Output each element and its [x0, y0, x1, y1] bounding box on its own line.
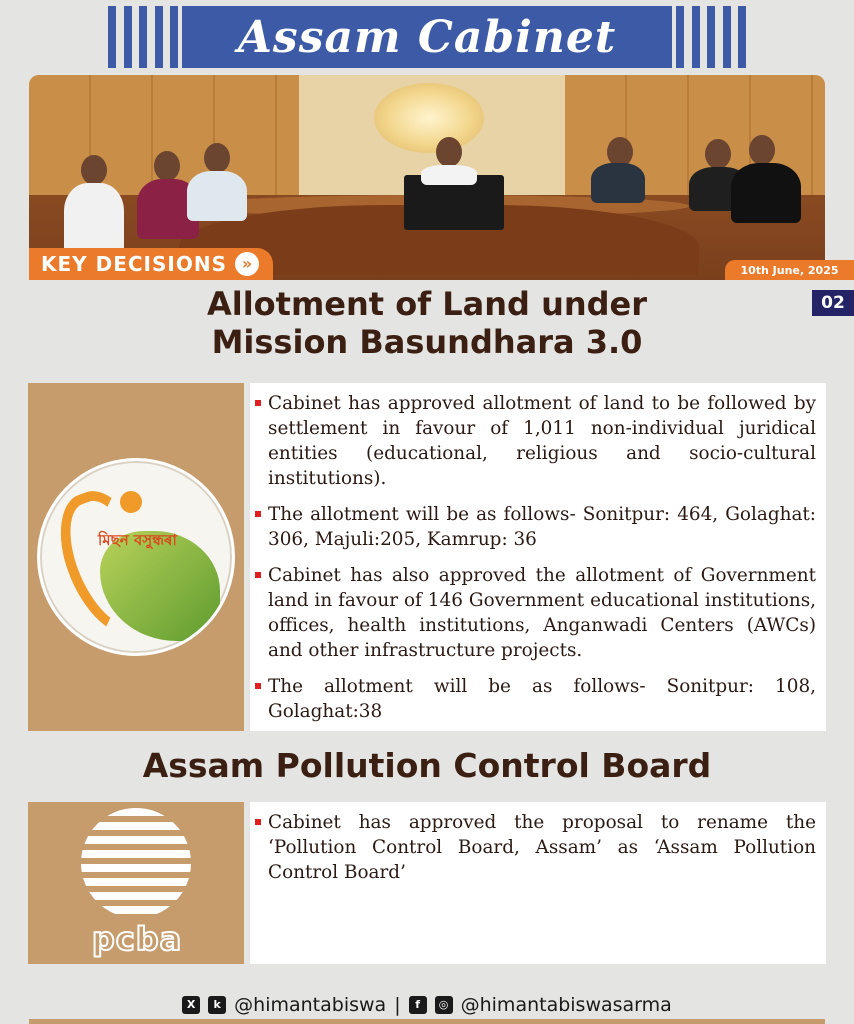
masthead	[108, 6, 746, 68]
footer-separator: |	[394, 994, 401, 1016]
date-tag	[725, 260, 854, 280]
section1-title-line2: Mission Basundhara 3.0	[211, 323, 643, 361]
masthead-stripes-right	[676, 6, 746, 68]
section2-text-panel	[250, 802, 826, 964]
page-number: 02	[812, 290, 854, 316]
bottom-bar	[29, 1019, 825, 1024]
pcba-logo-text: pcba	[91, 920, 183, 958]
double-chevron-right-icon: »	[235, 252, 259, 276]
mission-basundhara-logo	[37, 458, 235, 656]
key-decisions-label: KEY DECISIONS	[41, 252, 227, 276]
social-handle-primary[interactable]: @himantabiswa	[234, 994, 387, 1016]
section1-title-line1: Allotment of Land under	[206, 285, 648, 323]
x-icon[interactable]: X	[182, 996, 200, 1014]
section1-bullet: The allotment will be as follows- Sonitpur: 108, Golaghat:38	[268, 676, 816, 722]
key-decisions-badge	[29, 248, 273, 280]
masthead-title: Assam Cabinet	[237, 11, 617, 63]
section2-bullet: Cabinet has approved the proposal to rename the ‘Pollution Control Board, Assam’ as ‘Assam Pollution Control Board’	[268, 812, 816, 883]
social-handle-secondary[interactable]: @himantabiswasarma	[460, 994, 672, 1016]
section2-title: Assam Pollution Control Board	[142, 746, 712, 785]
meeting-date: 10th June, 2025	[740, 263, 839, 277]
section1-bullet: Cabinet has approved allotment of land to be followed by settlement in favour of 1,011 non-individual juridical entities (educational, religious and socio-cultural institutions).	[268, 393, 816, 489]
basundhara-logo-panel	[28, 383, 244, 731]
section1-text-panel	[250, 383, 826, 731]
instagram-icon[interactable]: ◎	[435, 996, 453, 1014]
section1-bullet: Cabinet has also approved the allotment of Government land in favour of 146 Government educational institutions, offices, health institutions, Anganwadi Centers (AWCs) and other infrastructure projects.	[268, 565, 816, 661]
pcba-logo	[81, 808, 191, 958]
koo-icon[interactable]: k	[208, 996, 226, 1014]
masthead-stripes-left	[108, 6, 178, 68]
section1-bullet: The allotment will be as follows- Sonitpur: 464, Golaghat: 306, Majuli:205, Kamrup: 36	[268, 504, 816, 550]
facebook-icon[interactable]: f	[409, 996, 427, 1014]
basundhara-logo-text: মিছন বসুন্ধৰা	[98, 531, 177, 549]
masthead-title-block	[182, 6, 672, 68]
social-footer	[0, 994, 854, 1016]
pcba-logo-panel	[28, 802, 244, 964]
